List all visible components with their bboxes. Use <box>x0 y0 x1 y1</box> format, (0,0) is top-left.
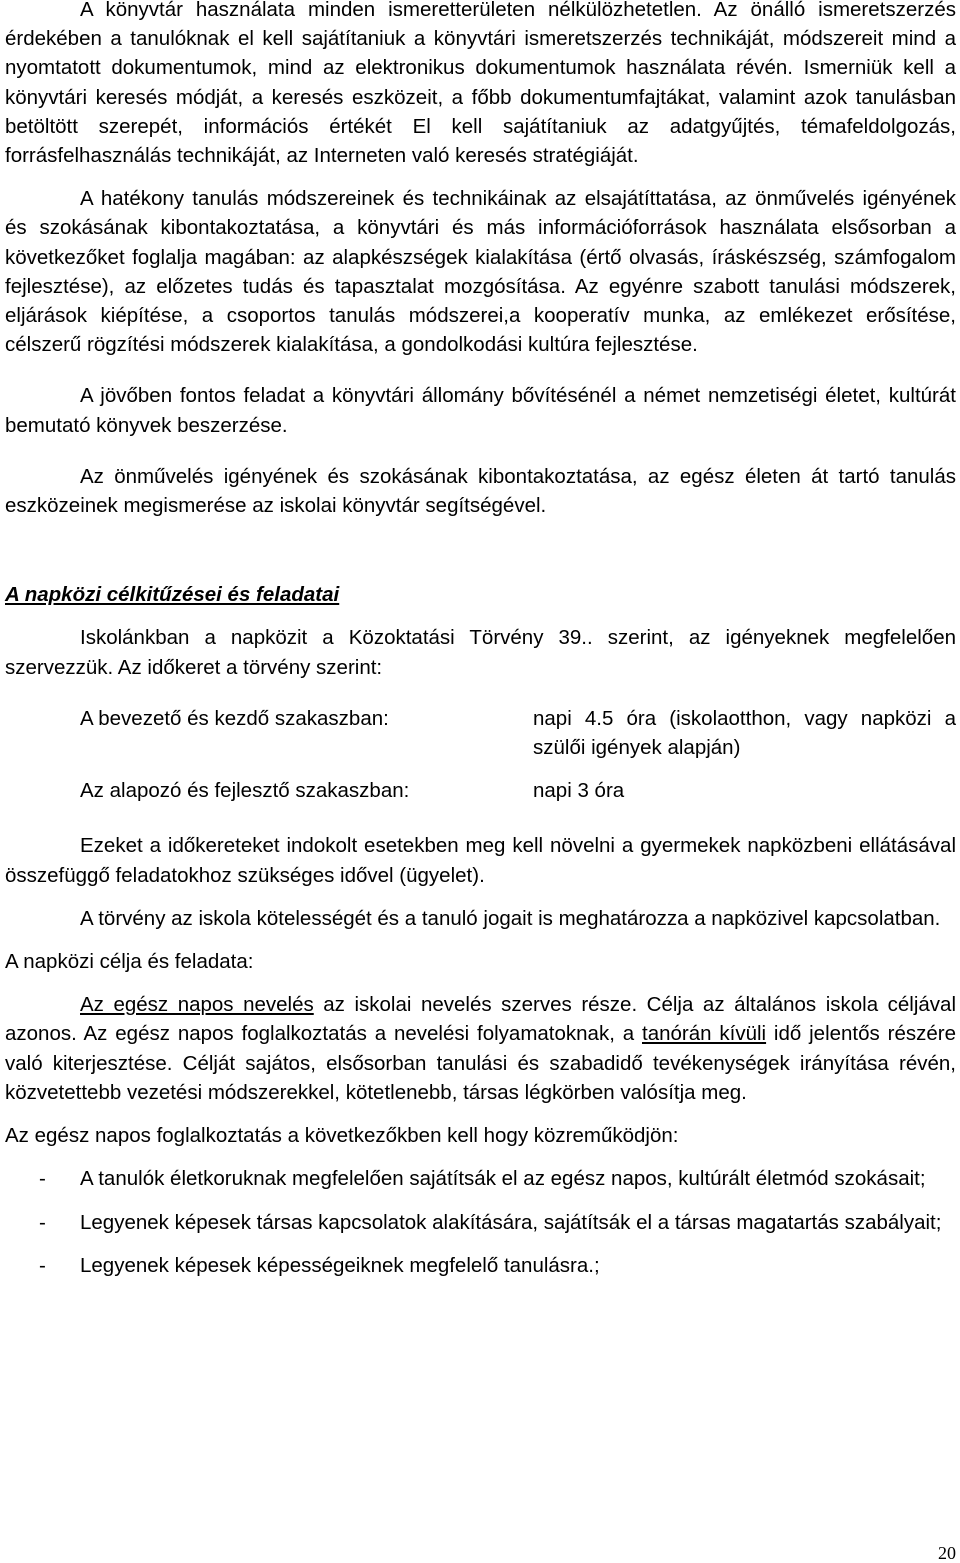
document-page <box>5 0 956 1280</box>
list-item-text: Legyenek képesek képességeiknek megfelelő tanulásra.; <box>80 1253 600 1277</box>
schedule-row-intro-phase <box>80 704 956 762</box>
section-heading: A napközi célkitűzései és feladatai <box>5 583 340 607</box>
schedule-value: napi 4.5 óra (iskolaotthon, vagy napközi a szülői igények alapján) <box>533 706 956 760</box>
law-paragraph: A törvény az iskola kötelességét és a tanuló jogait is meghatározza a napközivel kapcsolatban. <box>80 906 941 930</box>
allday-text-continued: idő jelentős részére való kiterjesztése. Célját sajátos, elsősorban tanulási és szabadidő tevékenységek irányítása révén, közvetettebb vezetési módszerekkel, kötetlenebb, társas légkörben valósítja meg. <box>5 1022 956 1104</box>
allday-text: az iskolai nevelés szerves része. Célja az általános iskola céljával azonos. Az egész napos foglalkoztatás a nevelési folyamatoknak, a <box>5 993 957 1046</box>
library-paragraph-4: Az önművelés igényének és szokásának kibontakoztatása, az egész életen át tartó tanulás eszközeinek megismerése az iskolai könyvtár segítségével. <box>5 464 956 518</box>
list-item <box>5 1208 956 1237</box>
schedule-row-basic-phase <box>80 776 956 805</box>
allday-term: Az egész napos nevelés <box>80 993 314 1017</box>
timeframe-paragraph: Ezeket a időkereteket indokolt esetekben meg kell növelni a gyermekek napközbeni ellátásával összefüggő feladatokhoz szükséges idővel (ügyelet). <box>5 834 956 887</box>
goal-label: A napközi célja és feladata: <box>5 950 254 974</box>
extracurricular-term: tanórán kívüli <box>642 1022 767 1046</box>
library-paragraph-1: A könyvtár használata minden ismeretterületen nélkülözhetetlen. Az önálló ismeretszerzés érdekében a tanulóknak el kell sajátítaniuk a könyvtári ismeretszerzés technikáját, módszereit mind a nyomtatott dokumentumok, mind az elektronikus dokumentumok használata révén. Ismerniük kell a könyvtári keresés módját, a keresés eszközeit, a főbb dokumentumfajtákat, valamint azok tanulásban betöltött szerepét, információs értékét El kell sajátítaniuk az adatgyűjtés, témafeldolgozás, forrásfelhasználás technikáját, az Interneten való keresés stratégiáját. <box>5 0 956 168</box>
library-paragraph-3: A jövőben fontos feladat a könyvtári állomány bővítésénél a német nemzetiségi életet, kultúrát bemutató könyvek beszerzése. <box>5 384 956 437</box>
allday-paragraph <box>5 990 956 1107</box>
napkozi-intro: Iskolánkban a napközit a Közoktatási Törvény 39.. szerint, az igényeknek megfelelően szervezzük. Az időkeret a törvény szerint: <box>5 626 956 679</box>
list-item-text: A tanulók életkoruknak megfelelően sajátítsák el az egész napos, kultúrált életmód szokásait; <box>80 1167 926 1191</box>
list-intro: Az egész napos foglalkoztatás a következőkben kell hogy közreműködjön: <box>5 1124 679 1148</box>
page-number: 20 <box>938 1543 956 1563</box>
list-item <box>5 1251 956 1280</box>
schedule-value: napi 3 óra <box>533 779 625 803</box>
list-marker: - <box>39 1167 46 1191</box>
list-marker: - <box>39 1253 46 1277</box>
library-paragraph-2: A hatékony tanulás módszereinek és technikáinak az elsajátíttatása, az önművelés igényének és szokásának kibontakoztatása, a könyvtári és más információforrások használata elsősorban a következőket foglalja magában: az alapkészségek kialakítása (értő olvasás, íráskészség, számfogalom fejlesztése), az előzetes tudás és tapasztalat mozgósítása. Az egyénre szabott tanulási módszerek, eljárások kiépítése, a csoportos tanulás módszerei,a kooperatív munka, az emlékezet erősítése, célszerű rögzítési módszerek kialakítása, a gondolkodási kultúra fejlesztése. <box>5 187 956 357</box>
schedule-label: Az alapozó és fejlesztő szakaszban: <box>80 779 410 803</box>
list-item <box>5 1164 956 1193</box>
list-marker: - <box>39 1210 46 1234</box>
list-item-text: Legyenek képesek társas kapcsolatok alakítására, sajátítsák el a társas magatartás szabályait; <box>80 1210 942 1234</box>
schedule-label: A bevezető és kezdő szakaszban: <box>80 706 389 730</box>
